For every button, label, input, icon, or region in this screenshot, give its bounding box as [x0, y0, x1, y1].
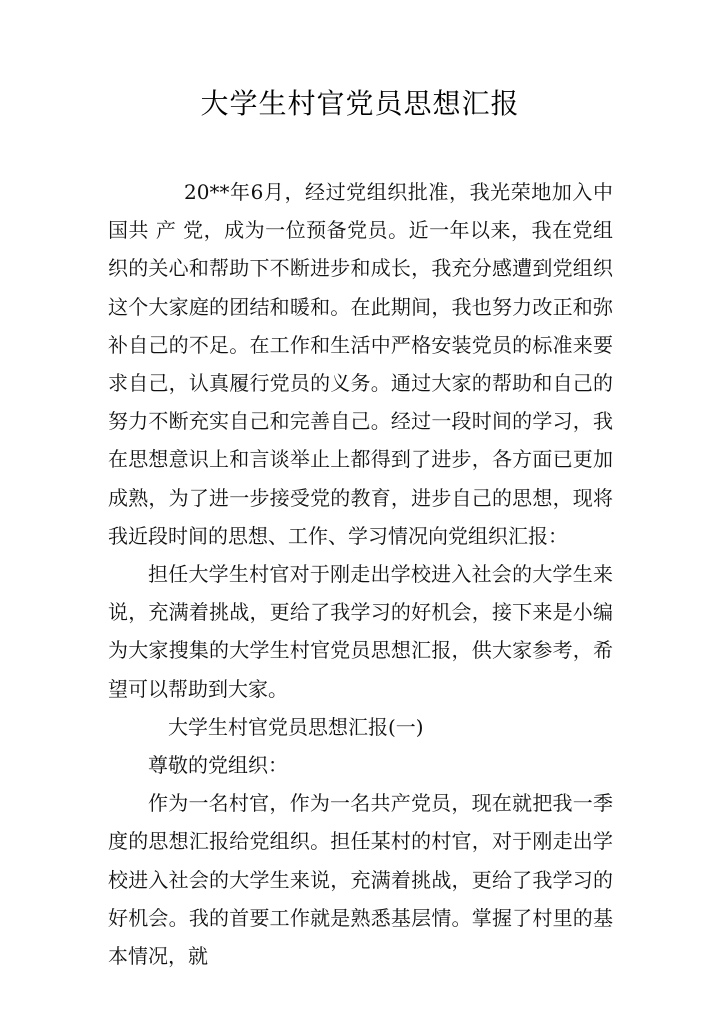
- paragraph-intro: 20**年6月，经过党组织批准，我光荣地加入中国共 产 党，成为一位预备党员。近一年以来，我在党组织的关心和帮助下不断进步和成长，我充分感遭到党组织这个大家庭的团结和暖和。在此期间，我也努力改正和弥补自己的不足。在工作和生活中严格安装党员的标准来要求自己，认真履行党员的义务。通过大家的帮助和自己的努力不断充实自己和完善自己。经过一段时间的学习，我在思想意识上和言谈举止上都得到了进步，各方面已更加成熟，为了进一步接受党的教育，进步自己的思想，现将我近段时间的思想、工作、学习情况向党组织汇报：: [108, 180, 613, 548]
- section-heading: 大学生村官党员思想汇报(一): [168, 714, 424, 739]
- salutation: 尊敬的党组织：: [148, 753, 288, 778]
- paragraph-preface: 担任大学生村官对于刚走出学校进入社会的大学生来说，充满着挑战，更给了我学习的好机会，接下来是小编为大家搜集的大学生村官党员思想汇报，供大家参考，希望可以帮助到大家。: [108, 562, 613, 701]
- document-title: 大学生村官党员思想汇报: [200, 87, 520, 120]
- paragraph-report: 作为一名村官，作为一名共产党员，现在就把我一季度的思想汇报给党组织。担任某村的村官，对于刚走出学校进入社会的大学生来说，充满着挑战，更给了我学习的好机会。我的首要工作就是熟悉基层情。掌握了村里的基本情况，就: [108, 791, 613, 969]
- document-body: [108, 173, 613, 975]
